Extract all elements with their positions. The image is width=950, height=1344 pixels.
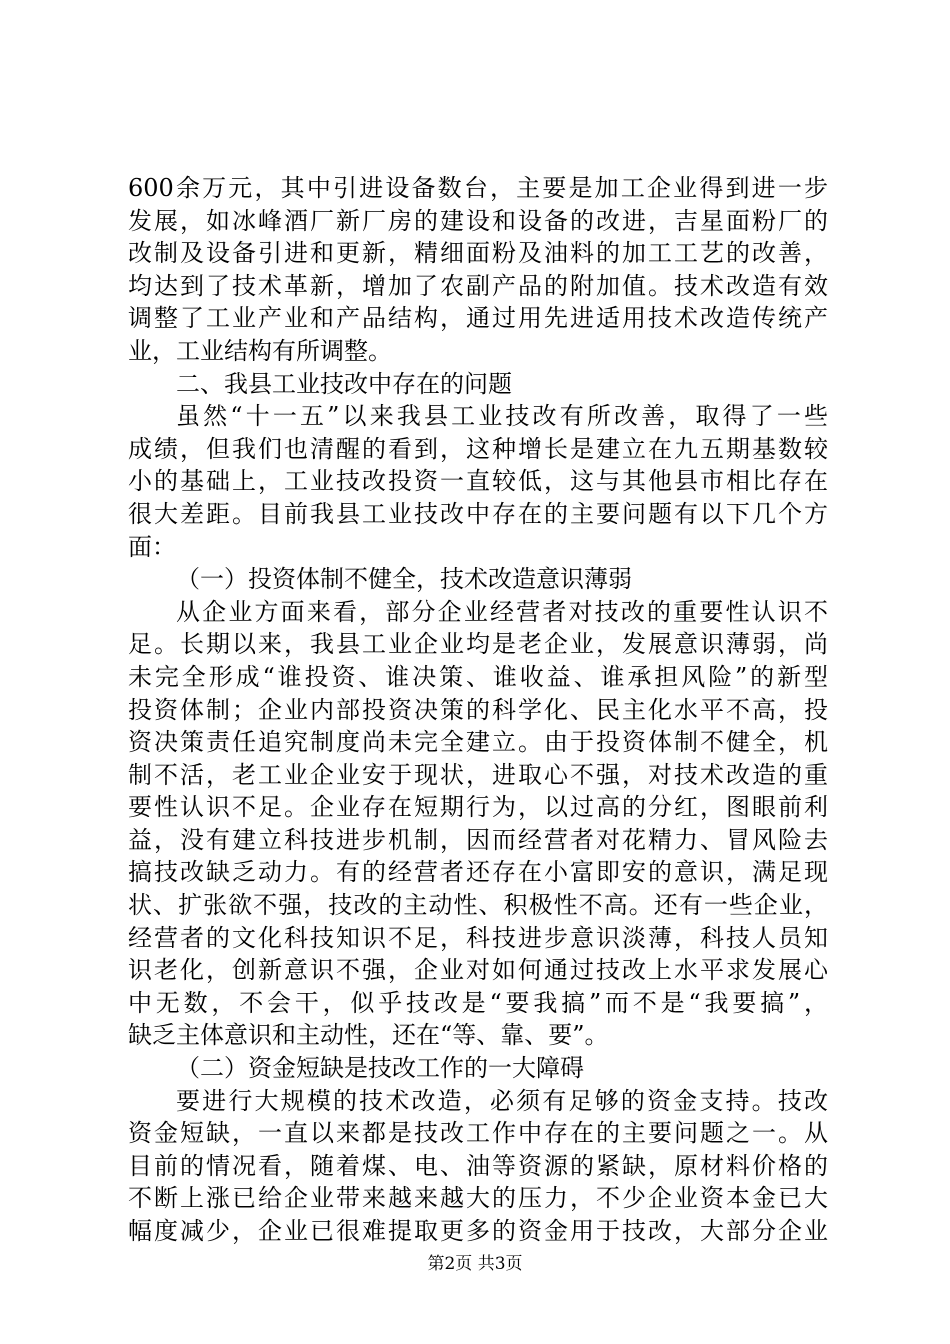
text-line: 识老化，创新意识不强，企业对如何通过技改上水平求发展心 — [128, 956, 828, 985]
text-line: 幅度减少，企业已很难提取更多的资金用于技改，大部分企业 — [128, 1217, 828, 1245]
text-line: 益，没有建立科技进步机制，因而经营者对花精力、冒风险去 — [128, 825, 828, 854]
text-line: 要性认识不足。企业存在短期行为，以过高的分红，图眼前利 — [128, 793, 828, 822]
text-line: 未完全形成“谁投资、谁决策、谁收益、谁承担风险”的新型 — [128, 662, 828, 691]
text-line: 经营者的文化科技知识不足，科技进步意识淡薄，科技人员知 — [128, 923, 828, 952]
text-line: 面： — [128, 532, 176, 561]
text-line: 资决策责任追究制度尚未完全建立。由于投资体制不健全，机 — [128, 728, 828, 757]
text-line: 均达到了技术革新，增加了农副产品的附加值。技术改造有效 — [128, 271, 828, 300]
text-line: 调整了工业产业和产品结构，通过用先进适用技术改造传统产 — [128, 304, 828, 333]
text-line: 小的基础上，工业技改投资一直较低，这与其他县市相比存在 — [128, 467, 828, 496]
text-line: 业，工业结构有所调整。 — [128, 336, 392, 365]
text-line: 中无数，不会干，似乎技改是“要我搞”而不是“我要搞”， — [128, 988, 828, 1017]
text-line: 缺乏主体意识和主动性，还在“等、靠、要”。 — [128, 1021, 609, 1050]
text-line: 制不活，老工业企业安于现状，进取心不强，对技术改造的重 — [128, 760, 828, 789]
text-line: 改制及设备引进和更新，精细面粉及油料的加工工艺的改善， — [128, 239, 828, 268]
text-line: 成绩，但我们也清醒的看到，这种增长是建立在九五期基数较 — [128, 434, 828, 463]
text-line: 投资体制；企业内部投资决策的科学化、民主化水平不高，投 — [128, 695, 828, 724]
text-line: 二、我县工业技改中存在的问题 — [176, 369, 512, 398]
text-line: 要进行大规模的技术改造，必须有足够的资金支持。技改 — [176, 1086, 828, 1115]
text-line: 资金短缺，一直以来都是技改工作中存在的主要问题之一。从 — [128, 1119, 828, 1148]
text-line: 很大差距。目前我县工业技改中存在的主要问题有以下几个方 — [128, 499, 828, 528]
text-line: 发展，如冰峰酒厂新厂房的建设和设备的改进，吉星面粉厂的 — [128, 206, 828, 235]
body-text — [128, 172, 828, 1248]
text-line: 从企业方面来看，部分企业经营者对技改的重要性认识不 — [176, 597, 828, 626]
text-line: （一）投资体制不健全，技术改造意识薄弱 — [176, 565, 632, 594]
text-line: 状、扩张欲不强，技改的主动性、积极性不高。还有一些企业， — [128, 891, 828, 920]
page-footer: 第2页 共3页 — [427, 1254, 523, 1274]
text-line: 虽然“十一五”以来我县工业技改有所改善，取得了一些 — [176, 402, 828, 431]
text-line: 600余万元，其中引进设备数台，主要是加工企业得到进一步 — [128, 174, 828, 202]
text-line: 目前的情况看，随着煤、电、油等资源的紧缺，原材料价格的 — [128, 1151, 828, 1180]
text-line: 搞技改缺乏动力。有的经营者还存在小富即安的意识，满足现 — [128, 858, 828, 887]
text-line: 不断上涨已给企业带来越来越大的压力，不少企业资本金已大 — [128, 1184, 828, 1213]
text-line: 足。长期以来，我县工业企业均是老企业，发展意识薄弱，尚 — [128, 630, 828, 659]
text-line: （二）资金短缺是技改工作的一大障碍 — [176, 1054, 584, 1083]
